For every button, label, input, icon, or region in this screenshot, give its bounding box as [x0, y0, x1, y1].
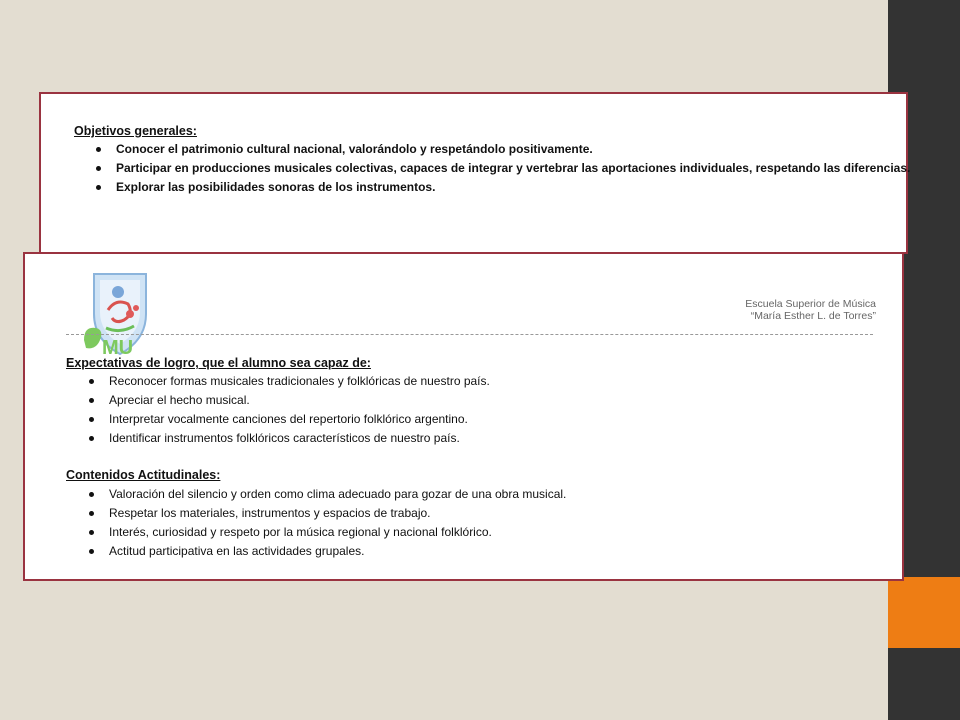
objetivos-heading: Objetivos generales:	[74, 124, 197, 138]
list-item: Conocer el patrimonio cultural nacional, valorándolo y respetándolo positivamente.	[77, 140, 910, 159]
list-item: Identificar instrumentos folklóricos característicos de nuestro país.	[66, 429, 490, 448]
school-name-line2: “María Esther L. de Torres”	[750, 310, 876, 322]
svg-text:MU: MU	[102, 337, 134, 358]
list-item: Interés, curiosidad y respeto por la música regional y nacional folklórico.	[66, 523, 566, 542]
expectativas-heading: Expectativas de logro, que el alumno sea capaz de:	[66, 356, 371, 370]
objetivos-list	[77, 140, 910, 197]
school-shield-logo-icon	[80, 270, 160, 358]
contenidos-heading: Contenidos Actitudinales:	[66, 468, 221, 482]
list-item: Interpretar vocalmente canciones del repertorio folklórico argentino.	[66, 410, 490, 429]
school-name	[745, 298, 876, 322]
list-item: Explorar las posibilidades sonoras de los instrumentos.	[77, 178, 910, 197]
list-item: Reconocer formas musicales tradicionales y folklóricas de nuestro país.	[66, 372, 490, 391]
list-item: Participar en producciones musicales colectivas, capaces de integrar y vertebrar las aportaciones individuales, respetando las diferencias.	[77, 159, 910, 178]
list-item: Actitud participativa en las actividades grupales.	[66, 542, 566, 561]
list-item: Valoración del silencio y orden como clima adecuado para gozar de una obra musical.	[66, 485, 566, 504]
list-item: Apreciar el hecho musical.	[66, 391, 490, 410]
list-item: Respetar los materiales, instrumentos y espacios de trabajo.	[66, 504, 566, 523]
side-accent-block	[888, 577, 960, 648]
expectativas-list	[66, 372, 490, 448]
school-name-line1: Escuela Superior de Música	[745, 298, 876, 310]
contenidos-list	[66, 485, 566, 561]
header-divider	[66, 334, 873, 335]
